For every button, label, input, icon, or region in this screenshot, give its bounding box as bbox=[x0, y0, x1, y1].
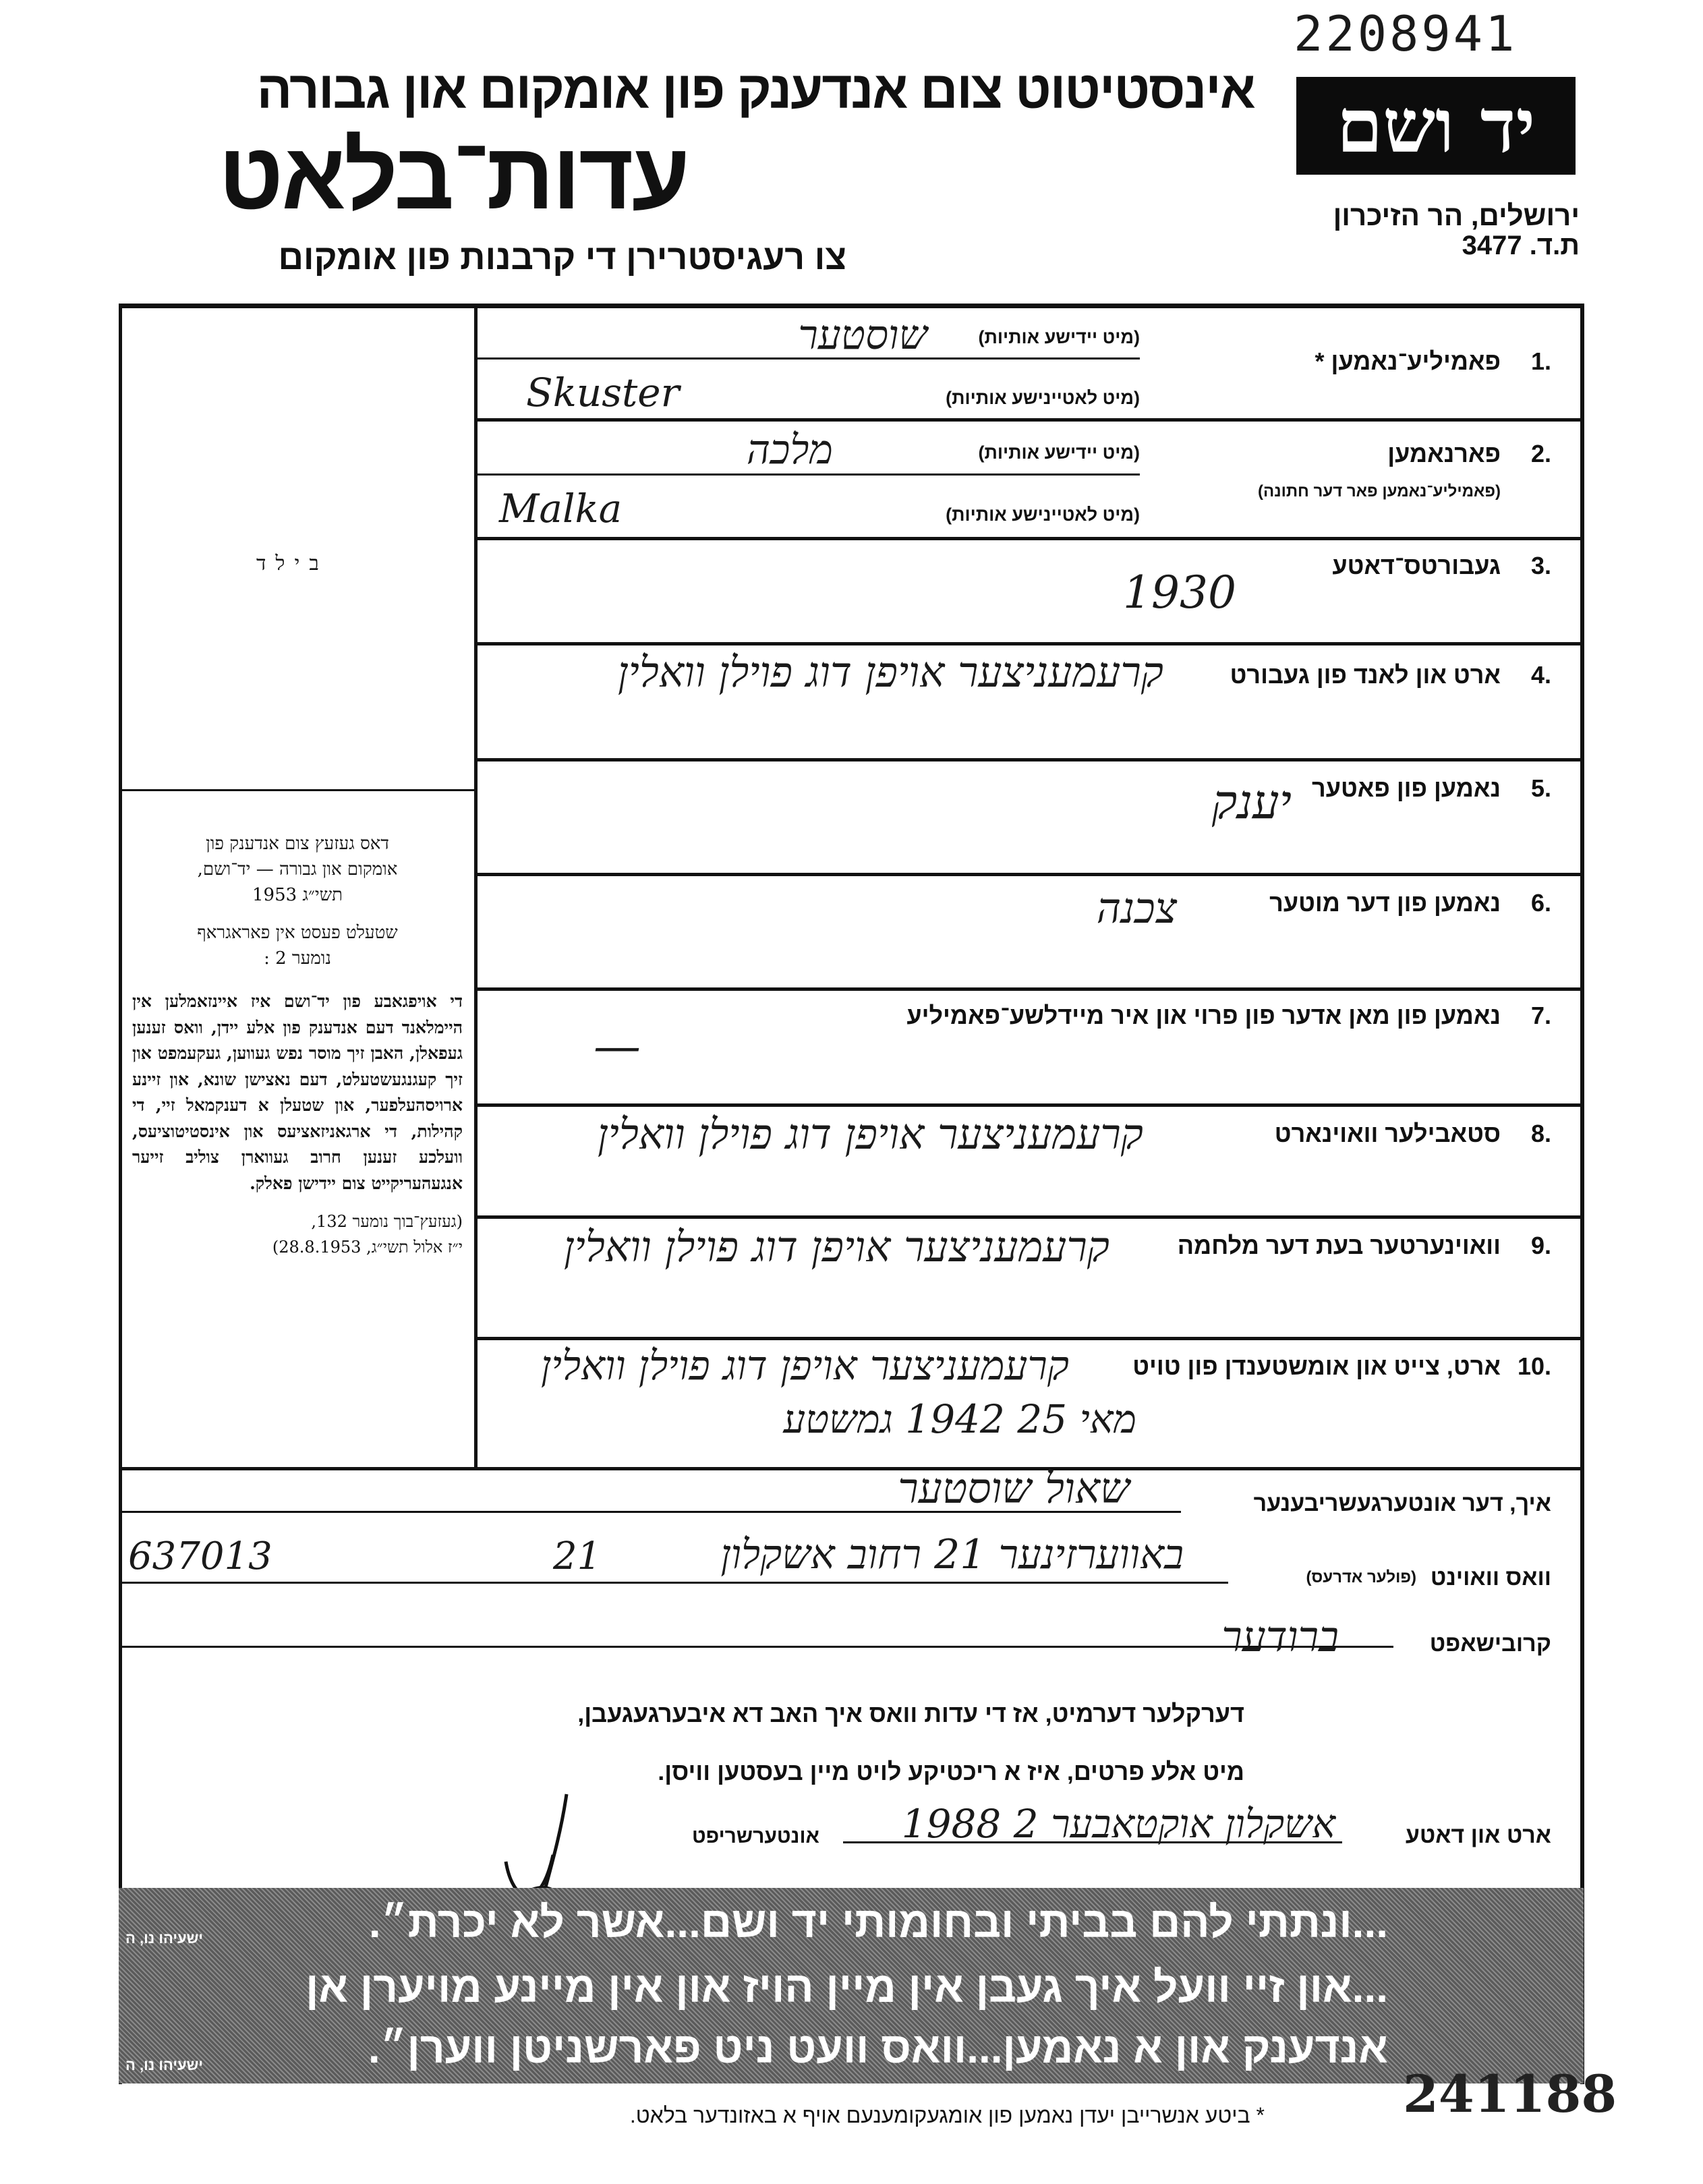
law-note-title-1: דאס געזעץ צום אנדענק פון bbox=[206, 834, 389, 854]
frame-right bbox=[1580, 304, 1584, 2084]
photo-label: בילד bbox=[256, 552, 328, 575]
frame-section-bottom bbox=[119, 1467, 1584, 1470]
field-2-yiddish-line bbox=[475, 473, 1140, 476]
row-divider bbox=[474, 758, 1584, 761]
field-1-yiddish-hint: (מיט יידישע אותיות) bbox=[978, 327, 1140, 347]
relation-label: קרובישאפט bbox=[1429, 1631, 1551, 1657]
row-divider bbox=[474, 1215, 1584, 1219]
field-10-number: 10. bbox=[1518, 1352, 1552, 1380]
banner-line-1: ...ונתתי להם בביתי ובחומותי יד ושם...אשר לא יכרת״. bbox=[368, 1898, 1388, 1947]
field-4-input[interactable]: קרעמעניצער אויפן דוג פוילן וואלין bbox=[617, 648, 1163, 697]
field-1-yiddish-input[interactable]: שוסטער bbox=[798, 312, 927, 359]
page-title: עדות־בלאט bbox=[218, 123, 688, 229]
signer-name-input[interactable]: שאול שוסטער bbox=[898, 1464, 1130, 1513]
address-line2: ת.ד. 3477 bbox=[1462, 231, 1580, 260]
law-note-title-3: תשי״ג 1953 bbox=[252, 885, 343, 905]
field-10-input[interactable]: קרעמעניצער אויפן דוג פוילן וואלין bbox=[540, 1342, 1069, 1389]
field-7-label: נאמען פון מאן אדער פון פרוי און איר מיידלשע־פאמיליע bbox=[906, 1002, 1501, 1029]
field-3-input[interactable]: 1930 bbox=[1123, 567, 1236, 619]
field-6-input[interactable]: צכנה bbox=[1096, 884, 1177, 933]
field-6-number: 6. bbox=[1531, 889, 1552, 917]
law-note-body: די אויפגאבע פון יד־ושם איז איינזאמלען אין היימלאנד דעם אנדענק פון אלע יידן, וואס זענען געפאלן, האבן זיך מוסר נפש געווען, געקעמפט און זיך קעגנגעשטעלט, דעם נאצישן שונא, און זיינע ארויסהעלפער, און שטעלן א דענקמאל זיי, די קהילות, די ארגאניזאציעס און אינסטיטוציעס, וועלכע זענען חרוב געווארן צוליב זייער אנגעהעריקייט צום יידישן פאלק. bbox=[132, 992, 463, 1193]
frame-left bbox=[119, 304, 122, 2084]
field-2-latin-hint: (מיט לאטיינישע אותיות) bbox=[946, 505, 1140, 525]
field-2-label: פארנאמען bbox=[1387, 440, 1501, 467]
footnote: * ביטע אנשרייבן יעדן נאמען פון אומגעקומענעם אויף א באזונדער בלאט. bbox=[629, 2103, 1265, 2127]
address-number[interactable]: 21 bbox=[553, 1534, 602, 1578]
row-divider bbox=[474, 873, 1584, 876]
address-label: וואס וואוינט bbox=[1430, 1565, 1551, 1590]
declaration-line-2: מיט אלע פרטים, איז א ריכטיקע לויט מיין בעסטען וויסן. bbox=[658, 1758, 1244, 1785]
frame-top bbox=[119, 304, 1584, 308]
address-line1: ירושלים, הר הזיכרון bbox=[1333, 200, 1580, 231]
field-3-label: געבורטס־דאטע bbox=[1332, 552, 1501, 579]
photo-box-bottom bbox=[119, 789, 476, 791]
address-line bbox=[119, 1582, 1228, 1584]
address-input[interactable]: באווערזינער 21 רחוב אשקלון bbox=[720, 1531, 1184, 1578]
field-1-number: 1. bbox=[1531, 347, 1552, 375]
place-date-label: ארט און דאטע bbox=[1405, 1822, 1551, 1848]
row-divider bbox=[474, 987, 1584, 991]
row-divider bbox=[474, 1337, 1584, 1340]
archive-number: 2208941 bbox=[1294, 5, 1518, 62]
field-8-label: סטאבילער וואוינארט bbox=[1274, 1120, 1501, 1147]
field-9-number: 9. bbox=[1531, 1232, 1552, 1259]
row-divider bbox=[474, 1103, 1584, 1107]
relation-line bbox=[119, 1646, 1393, 1648]
field-2-sublabel: (פאמיליע־נאמען פאר דער חתונה) bbox=[1258, 482, 1501, 500]
field-2-latin-input[interactable]: Malka bbox=[499, 486, 623, 531]
logo-text: יד ושם bbox=[1336, 82, 1536, 169]
field-10-input-line2[interactable]: מאי 25 1942 גמשטע bbox=[783, 1396, 1136, 1442]
field-8-number: 8. bbox=[1531, 1120, 1552, 1147]
field-3-number: 3. bbox=[1531, 552, 1552, 579]
declaration-line-1: דערקלער דערמיט, אז די עדות וואס איך האב דא איבערגעגעבן, bbox=[577, 1700, 1244, 1727]
row-divider bbox=[474, 537, 1584, 540]
law-note-title-2: אומקום און גבורה — יד־ושם, bbox=[197, 859, 398, 880]
yad-vashem-logo bbox=[1296, 77, 1576, 175]
field-5-label: נאמען פון פאטער bbox=[1312, 774, 1501, 802]
law-note-para-2: נומער 2 : bbox=[264, 948, 331, 969]
signature-label: אונטערשריפט bbox=[691, 1825, 819, 1847]
field-9-input[interactable]: קרעמעניצער אויפן דוג פוילן וואלין bbox=[563, 1222, 1109, 1271]
banner-line-3: אנדענק און א נאמען...וואס וועט ניט פארשניטן ווערן״. bbox=[368, 2023, 1388, 2072]
field-2-yiddish-hint: (מיט יידישע אותיות) bbox=[978, 442, 1140, 463]
postal-code-input[interactable]: 637013 bbox=[128, 1534, 272, 1578]
field-8-input[interactable]: קרעמעניצער אויפן דוג פוילן וואלין bbox=[597, 1110, 1143, 1159]
banner-line-2: ...און זיי וועל איך געבן אין מיין הויז און אין מיינע מויערן אן bbox=[306, 1963, 1388, 2011]
stamp-number: 241188 bbox=[1403, 2064, 1617, 2124]
field-4-number: 4. bbox=[1531, 661, 1552, 689]
field-1-latin-input[interactable]: Skuster bbox=[526, 370, 680, 415]
banner-citation-2: ישעיהו נו, ה bbox=[125, 2057, 203, 2073]
law-note-source-2: י״ז אלול תשי״ג, 28.8.1953) bbox=[272, 1238, 463, 1257]
signer-name-label: איך, דער אונטערגעשריבענער bbox=[1253, 1491, 1551, 1516]
field-1-latin-hint: (מיט לאטיינישע אותיות) bbox=[946, 388, 1140, 408]
field-5-number: 5. bbox=[1531, 774, 1552, 802]
row-divider bbox=[474, 642, 1584, 645]
field-6-label: נאמען פון דער מוטער bbox=[1269, 889, 1501, 917]
law-note-source-1: (געזעץ־בוך נומער 132, bbox=[311, 1212, 463, 1231]
relation-input[interactable]: ברודער bbox=[1221, 1612, 1339, 1661]
place-date-input[interactable]: אשקלון אוקטאבער 2 1988 bbox=[901, 1801, 1335, 1847]
institute-name: אינסטיטוט צום אנדענק פון אומקום און גבורה bbox=[256, 60, 1254, 119]
law-note-para-1: שטעלט פעסט אין פאראגראף bbox=[197, 923, 398, 943]
field-10-label: ארט, צייט און אומשטענדן פון טויט bbox=[1132, 1352, 1501, 1380]
field-7-number: 7. bbox=[1531, 1002, 1552, 1029]
quote-banner bbox=[119, 1888, 1584, 2084]
address-hint: (פולער אדרעס) bbox=[1306, 1568, 1416, 1586]
field-4-label: ארט און לאנד פון געבורט bbox=[1230, 661, 1501, 689]
law-note bbox=[132, 831, 463, 1260]
field-5-input[interactable]: יענק bbox=[1211, 774, 1292, 830]
row-divider bbox=[474, 418, 1584, 422]
page-subtitle: צו רעגיסטרירן די קרבנות פון אומקום bbox=[278, 238, 846, 277]
field-1-label: פאמיליע־נאמען * bbox=[1315, 347, 1501, 375]
field-2-number: 2. bbox=[1531, 440, 1552, 467]
banner-citation-1: ישעיהו נו, ה bbox=[125, 1930, 203, 1947]
field-2-yiddish-input[interactable]: מלכה bbox=[746, 426, 833, 473]
field-7-input[interactable]: — bbox=[594, 1018, 641, 1074]
field-9-label: וואוינערטער בעת דער מלחמה bbox=[1177, 1232, 1501, 1259]
column-divider bbox=[474, 304, 478, 1468]
